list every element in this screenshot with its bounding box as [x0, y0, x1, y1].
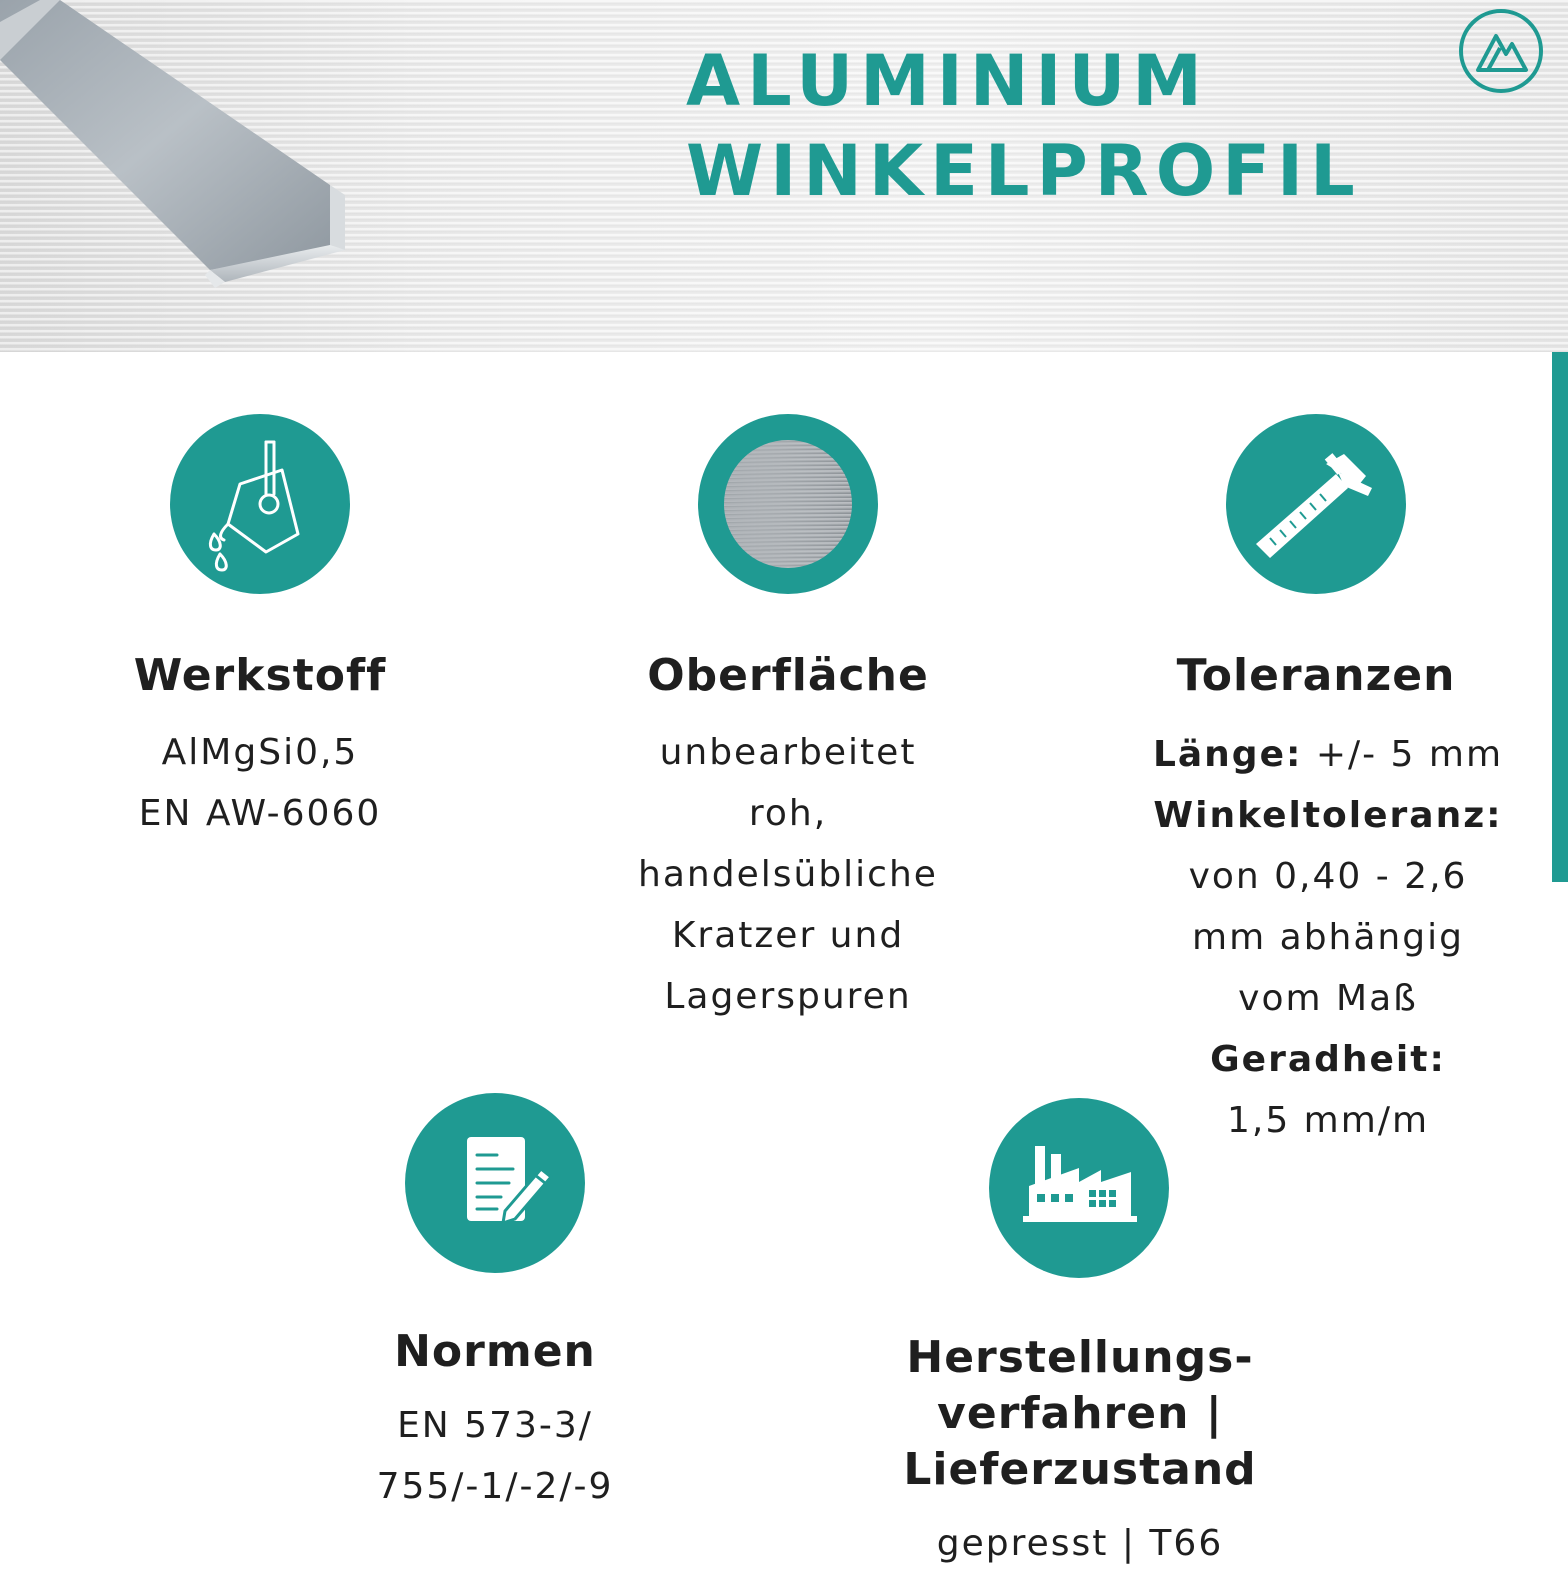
title-line-1: ALUMINIUM	[686, 40, 1209, 122]
brand-logo-icon	[1456, 6, 1546, 96]
feature-herstellung-heading	[860, 1330, 1300, 1498]
toleranz-label: Geradheit:	[1210, 1039, 1446, 1080]
brushed-metal-surface-icon	[698, 414, 878, 594]
toleranz-label: Winkeltoleranz:	[1153, 795, 1503, 836]
werkstoff-line: EN AW-6060	[138, 793, 382, 834]
toleranz-line-winkel	[1108, 785, 1548, 846]
normen-line: 755/-1/-2/-9	[376, 1466, 614, 1507]
feature-normen-heading: Normen	[394, 1326, 596, 1377]
feature-toleranzen-heading: Toleranzen	[1176, 650, 1456, 701]
toleranz-value: +/- 5 mm	[1302, 734, 1504, 775]
page-title	[686, 36, 1362, 216]
werkstoff-line: AlMgSi0,5	[161, 732, 359, 773]
feature-oberflaeche-heading: Oberfläche	[647, 650, 929, 701]
herstellung-line: gepresst | T66	[936, 1523, 1224, 1564]
toleranz-line-geradheit	[1108, 1029, 1548, 1090]
oberflaeche-line: unbearbeitet	[659, 732, 917, 773]
caliper-icon	[1226, 414, 1406, 594]
feature-normen-text	[275, 1395, 715, 1517]
normen-line: EN 573-3/	[397, 1405, 593, 1446]
feature-herstellung-text	[860, 1513, 1300, 1574]
feature-toleranzen-text	[1108, 724, 1548, 1151]
feature-herstellung-icon-circle	[989, 1098, 1169, 1278]
molten-metal-pour-icon	[170, 414, 350, 594]
feature-oberflaeche-text	[568, 722, 1008, 1027]
oberflaeche-line: Lagerspuren	[664, 976, 912, 1017]
toleranz-line: von 0,40 - 2,6	[1188, 856, 1468, 897]
herstellung-heading-line: verfahren |	[937, 1388, 1223, 1439]
feature-toleranzen-icon-circle	[1226, 414, 1406, 594]
accent-bar	[1552, 352, 1568, 882]
feature-werkstoff-icon-circle	[170, 414, 350, 594]
herstellung-heading-line: Herstellungs-	[906, 1332, 1254, 1383]
feature-werkstoff-text	[60, 722, 460, 844]
factory-icon	[989, 1098, 1169, 1278]
toleranz-line: 1,5 mm/m	[1226, 1100, 1430, 1141]
toleranz-label: Länge:	[1152, 734, 1303, 775]
herstellung-heading-line: Lieferzustand	[903, 1444, 1257, 1495]
oberflaeche-line: Kratzer und	[671, 915, 905, 956]
toleranz-line: mm abhängig	[1192, 917, 1464, 958]
oberflaeche-line: roh,	[748, 793, 828, 834]
feature-oberflaeche-icon-circle	[698, 414, 878, 594]
oberflaeche-line: handelsübliche	[638, 854, 938, 895]
toleranz-line-laenge	[1108, 724, 1548, 785]
title-line-2: WINKELPROFIL	[686, 130, 1362, 212]
header-banner	[0, 0, 1568, 352]
feature-normen-icon-circle	[405, 1093, 585, 1273]
feature-werkstoff-heading: Werkstoff	[133, 650, 387, 701]
aluminium-angle-profile-image	[0, 0, 420, 300]
document-pen-icon	[405, 1093, 585, 1273]
toleranz-line: vom Maß	[1238, 978, 1418, 1019]
